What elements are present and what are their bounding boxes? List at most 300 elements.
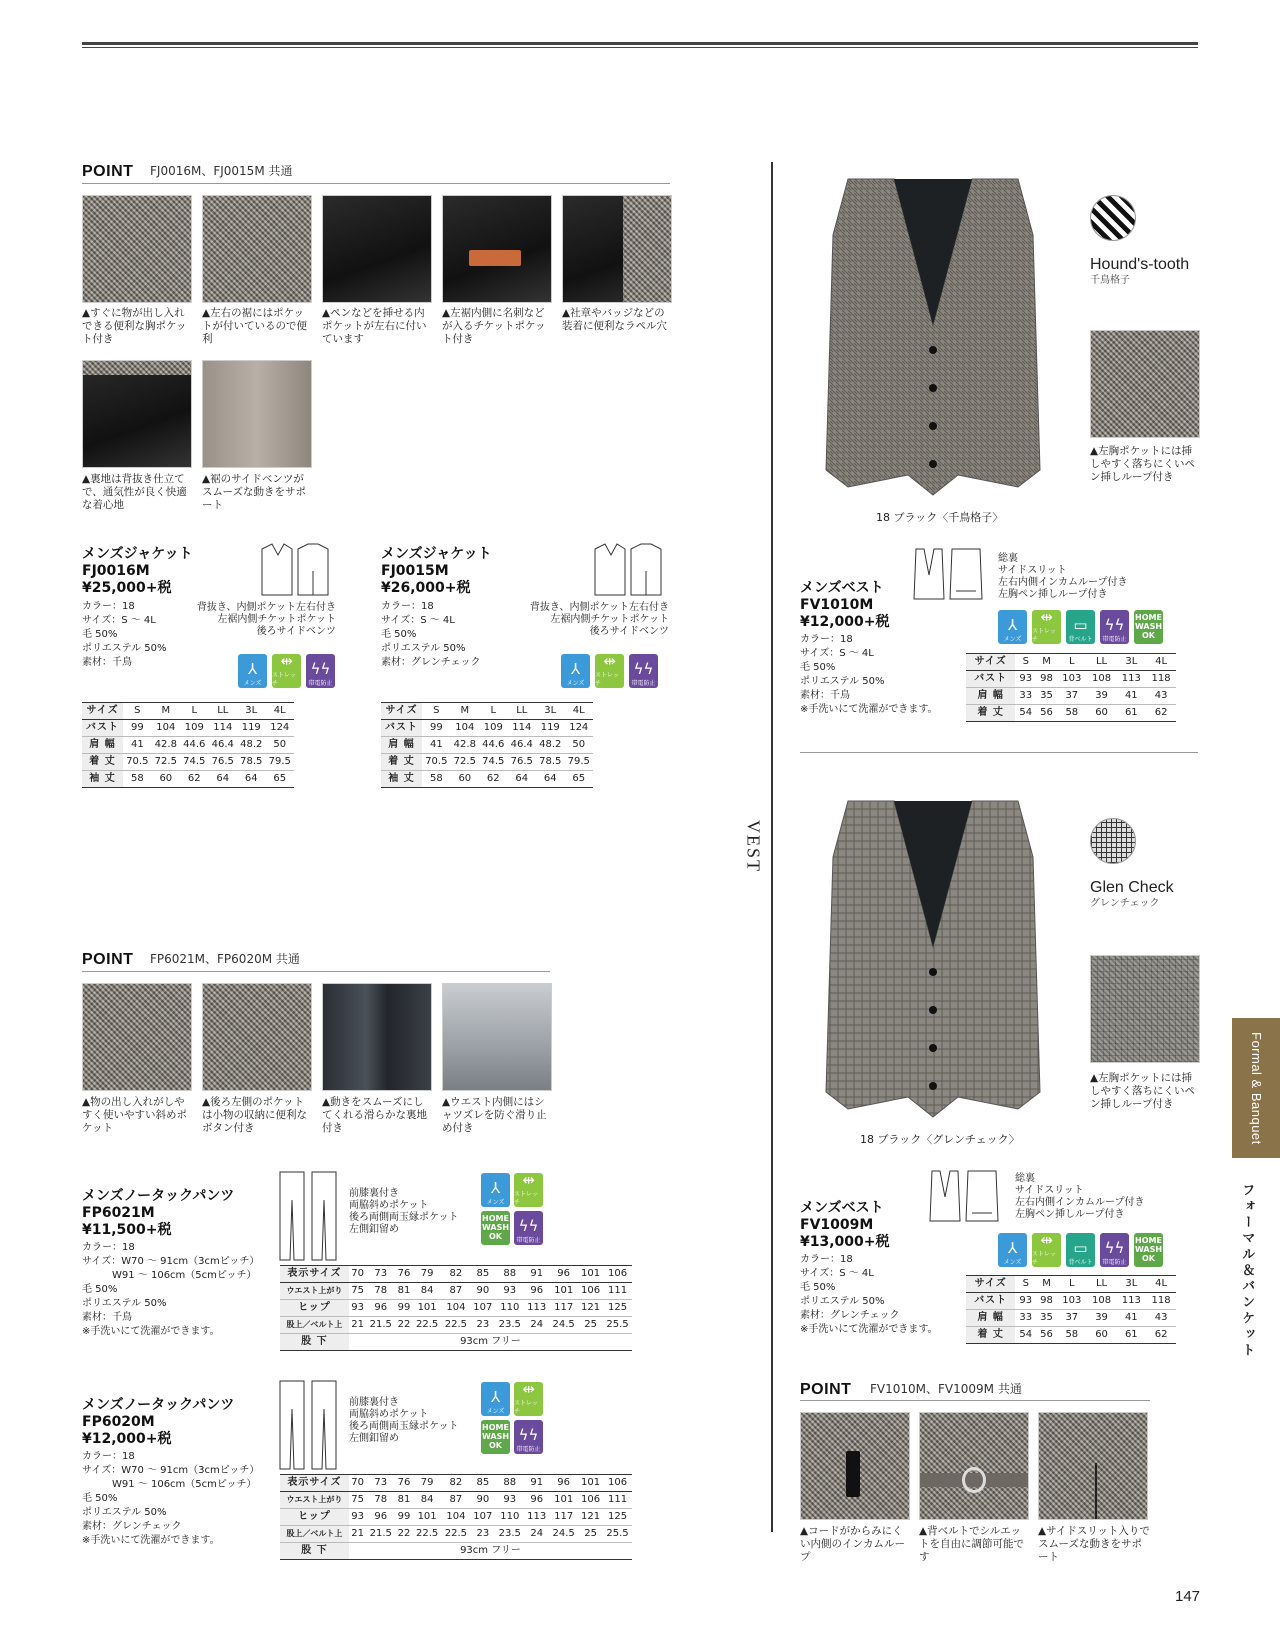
pants2-spec: 毛 50% <box>82 1493 118 1504</box>
detail-photo-side-slit <box>1038 1412 1148 1520</box>
cell: 33 <box>1015 1310 1036 1327</box>
vest2-code: FV1009M <box>800 1217 874 1233</box>
business-card-icon <box>469 250 521 266</box>
pants2-flat-drawing <box>278 1379 340 1471</box>
vest2-features <box>1015 1173 1145 1221</box>
vest2-spec: 毛 50% <box>800 1282 836 1293</box>
vest-separator <box>800 752 1198 753</box>
category-tab[interactable] <box>1232 1018 1280 1158</box>
pants2-feature: 前膝裏付き <box>349 1397 399 1408</box>
pants-point-title: POINT <box>82 951 134 968</box>
cell: 96 <box>366 1300 395 1317</box>
cell: 93cm フリー <box>349 1543 632 1560</box>
vest2-feature: 総裏 <box>1015 1173 1035 1184</box>
vest2-block <box>800 1200 938 1337</box>
tie-icon: ⅄ メンズ <box>998 610 1027 644</box>
antistatic-icon: ϟϟ 帯電防止 <box>306 654 335 688</box>
cell: 78.5 <box>237 754 265 771</box>
size-col: 73 <box>366 1266 395 1283</box>
size-col: LL <box>209 703 237 720</box>
vest2-detail-pen-loop <box>1090 955 1200 1063</box>
tie-icon: ⅄ メンズ <box>561 654 590 688</box>
size-col: 106 <box>603 1266 632 1283</box>
home-wash-icon: HOME WASH OK <box>481 1420 510 1454</box>
cell: 98 <box>1036 1293 1057 1310</box>
vest2-spec: カラー：18 <box>800 1254 853 1265</box>
cell: 62 <box>1146 1327 1176 1344</box>
size-col: M <box>451 703 479 720</box>
size-col: 3L <box>1116 1276 1146 1293</box>
vest2-flat-drawing <box>928 1167 1000 1223</box>
cell: 70.5 <box>123 754 151 771</box>
pants-caption-1: ▲物の出し入れがしやすく使いやすい斜めポケット <box>82 1096 187 1134</box>
cell: 60 <box>152 771 180 788</box>
vest-caption-2: ▲背ベルトでシルエットを自由に調節可能です <box>919 1525 1024 1563</box>
cell: 74.5 <box>180 754 208 771</box>
pants-caption-4: ▲ウエスト内側にはシャツズレを防ぐ滑り止め付き <box>442 1096 547 1134</box>
vest1-spec: サイズ：S ～ 4L <box>800 648 874 659</box>
jacket1-feature: 左裾内側チケットポケット <box>217 614 336 625</box>
vest1-photo <box>818 175 1048 497</box>
pants1-spec: サイズ：W70 ～ 91cm（3cmピッチ） <box>82 1256 260 1267</box>
cell: 125 <box>603 1509 632 1526</box>
tie-icon: ⅄ メンズ <box>998 1233 1027 1267</box>
cell: 25.5 <box>603 1317 632 1334</box>
cell: 108 <box>1087 1293 1117 1310</box>
cell: 124 <box>266 720 295 737</box>
pants2-specs <box>82 1450 259 1548</box>
vest2-spec: サイズ：S ～ 4L <box>800 1268 874 1279</box>
cell: 81 <box>395 1492 413 1509</box>
row-label: ウエスト上がり <box>280 1492 349 1509</box>
vest1-detail-pen-loop <box>1090 330 1200 438</box>
category-tab-label: Formal & Banquet <box>1249 1031 1265 1145</box>
size-col: S <box>123 703 151 720</box>
jacket2-spec: サイズ：S ～ 4L <box>381 615 455 626</box>
cell: 75 <box>349 1492 367 1509</box>
cell: 22.5 <box>413 1526 442 1543</box>
cell: 22.5 <box>442 1317 471 1334</box>
vest1-spec: 毛 50% <box>800 662 836 673</box>
size-col: 4L <box>1146 654 1176 671</box>
cell: 117 <box>549 1300 578 1317</box>
size-col: S <box>1015 1276 1036 1293</box>
cell: 98 <box>1036 671 1057 688</box>
cell: 93 <box>349 1300 367 1317</box>
vest2-spec: ※手洗いにて洗濯ができます。 <box>800 1324 938 1335</box>
vest2-title: メンズベスト <box>800 1200 884 1216</box>
jacket2-features <box>523 602 669 638</box>
vest1-feature: 総裏 <box>998 553 1018 564</box>
jacket2-specs <box>381 600 492 670</box>
cell: 54 <box>1015 1327 1036 1344</box>
cell: 42.8 <box>152 737 180 754</box>
cell: 121 <box>578 1509 603 1526</box>
top-rule <box>82 42 1198 48</box>
cell: 56 <box>1036 1327 1057 1344</box>
jacket2-spec: 毛 50% <box>381 629 417 640</box>
vest2-feature: サイドスリット <box>1015 1185 1084 1196</box>
size-col: 79 <box>413 1475 442 1492</box>
size-col: L <box>1057 1276 1087 1293</box>
jacket2-spec: 素材：グレンチェック <box>381 657 481 668</box>
size-header: サイズ <box>381 703 422 720</box>
vest1-spec: ポリエステル 50% <box>800 676 885 687</box>
vest1-price: ¥12,000+税 <box>800 614 890 630</box>
detail-photo-incom-loop <box>800 1412 910 1520</box>
pants2-feature: 後ろ両側両玉縁ポケット <box>349 1421 459 1432</box>
cell: 23 <box>470 1526 495 1543</box>
detail-photo-slant-pocket <box>82 983 192 1091</box>
pants1-feature: 前膝裏付き <box>349 1188 399 1199</box>
cell: 78.5 <box>536 754 564 771</box>
detail-photo-back-belt <box>919 1412 1029 1520</box>
vest1-swatch-jp: 千鳥格子 <box>1090 275 1130 286</box>
pants1-price: ¥11,500+税 <box>82 1222 172 1238</box>
cell: 113 <box>524 1509 549 1526</box>
tie-icon: ⅄ メンズ <box>481 1173 510 1207</box>
cell: 101 <box>549 1492 578 1509</box>
cell: 46.4 <box>508 737 536 754</box>
pants-point-rule <box>82 971 550 972</box>
vest2-spec: 素材：グレンチェック <box>800 1310 900 1321</box>
cell: 48.2 <box>237 737 265 754</box>
cell: 101 <box>549 1283 578 1300</box>
cell: 43 <box>1146 1310 1176 1327</box>
row-label: 着 丈 <box>381 754 422 771</box>
cell: 93cm フリー <box>349 1334 632 1351</box>
cell: 113 <box>524 1300 549 1317</box>
size-col: 4L <box>266 703 295 720</box>
cell: 25 <box>578 1526 603 1543</box>
row-label: 肩 幅 <box>82 737 123 754</box>
size-header: 表示サイズ <box>280 1266 349 1283</box>
vest2-photo <box>818 797 1048 1119</box>
row-label: 着 丈 <box>966 1327 1015 1344</box>
cell: 87 <box>442 1492 471 1509</box>
vest1-feature: 左右内側インカムループ付き <box>998 577 1128 588</box>
cell: 118 <box>1146 671 1176 688</box>
cell: 42.8 <box>451 737 479 754</box>
cell: 21 <box>349 1317 367 1334</box>
cell: 79.5 <box>565 754 594 771</box>
pants2-feature: 両脇斜めポケット <box>349 1409 429 1420</box>
pants2-icons <box>481 1382 543 1454</box>
cell: 33 <box>1015 688 1036 705</box>
pants2-feature: 左側釦留め <box>349 1433 399 1444</box>
cell: 37 <box>1057 688 1087 705</box>
pants1-specs <box>82 1241 259 1339</box>
size-col: L <box>479 703 507 720</box>
size-col: 4L <box>565 703 594 720</box>
cell: 106 <box>578 1283 603 1300</box>
pants1-feature: 両脇斜めポケット <box>349 1200 429 1211</box>
jacket1-spec: ポリエステル 50% <box>82 643 167 654</box>
cell: 79.5 <box>266 754 295 771</box>
vest2-feature: 左胸ペン挿しループ付き <box>1015 1209 1125 1220</box>
jacket-caption-4: ▲左裾内側に名刺などが入るチケットポケット付き <box>442 307 546 345</box>
cell: 103 <box>1057 671 1087 688</box>
jacket-point-rule <box>82 183 670 184</box>
cell: 109 <box>180 720 208 737</box>
home-wash-icon: HOME WASH OK <box>481 1211 510 1245</box>
stretch-icon: ⇹ ストレッチ <box>1032 610 1061 644</box>
cell: 81 <box>395 1283 413 1300</box>
size-col: 101 <box>578 1475 603 1492</box>
row-label: バスト <box>966 671 1015 688</box>
size-col: 106 <box>603 1475 632 1492</box>
size-col: M <box>1036 1276 1057 1293</box>
jacket1-title: メンズジャケット <box>82 546 193 562</box>
vest2-swatch-name: Glen Check <box>1090 879 1174 896</box>
cell: 21.5 <box>366 1526 395 1543</box>
detail-photo-hem-pocket <box>202 195 312 303</box>
jacket1-size-table <box>82 702 294 788</box>
detail-photo-ticket-pocket <box>442 195 552 303</box>
cell: 104 <box>442 1509 471 1526</box>
jacket1-price: ¥25,000+税 <box>82 580 172 596</box>
size-col: 76 <box>395 1475 413 1492</box>
home-wash-icon: HOME WASH OK <box>1134 610 1163 644</box>
cell: 62 <box>479 771 507 788</box>
jacket1-icons <box>238 654 335 688</box>
size-col: M <box>152 703 180 720</box>
detail-photo-lapel-hole <box>562 195 672 303</box>
cell: 54 <box>1015 705 1036 722</box>
cell: 23.5 <box>495 1526 524 1543</box>
size-col: LL <box>508 703 536 720</box>
pants-caption-2: ▲後ろ左側のポケットは小物の収納に便利なボタン付き <box>202 1096 307 1134</box>
cell: 39 <box>1087 688 1117 705</box>
cell: 21.5 <box>366 1317 395 1334</box>
cell: 76.5 <box>508 754 536 771</box>
size-col: 79 <box>413 1266 442 1283</box>
cell: 107 <box>470 1300 495 1317</box>
cell: 104 <box>152 720 180 737</box>
cell: 93 <box>1015 1293 1036 1310</box>
jacket2-icons <box>561 654 658 688</box>
cell: 106 <box>578 1492 603 1509</box>
size-col: 82 <box>442 1266 471 1283</box>
cell: 37 <box>1057 1310 1087 1327</box>
row-label: バスト <box>966 1293 1015 1310</box>
detail-photo-waist-grip <box>442 983 552 1091</box>
pants1-code: FP6021M <box>82 1205 155 1221</box>
row-label: ヒップ <box>280 1509 349 1526</box>
cell: 50 <box>565 737 594 754</box>
cell: 41 <box>1116 688 1146 705</box>
cell: 39 <box>1087 1310 1117 1327</box>
size-header: サイズ <box>966 654 1015 671</box>
pants1-icons <box>481 1173 543 1245</box>
stretch-icon: ⇹ ストレッチ <box>514 1173 543 1207</box>
row-label: ウエスト上がり <box>280 1283 349 1300</box>
jacket-caption-5: ▲社章やバッジなどの装着に便利なラペル穴 <box>562 307 667 332</box>
size-col: 3L <box>237 703 265 720</box>
jacket1-code: FJ0016M <box>82 563 150 579</box>
cell: 119 <box>237 720 265 737</box>
cell: 117 <box>549 1509 578 1526</box>
cell: 111 <box>603 1283 632 1300</box>
pants2-spec: 素材：グレンチェック <box>82 1521 182 1532</box>
jacket1-spec: サイズ：S ～ 4L <box>82 615 156 626</box>
houndstooth-swatch <box>1090 195 1136 241</box>
cell: 93 <box>495 1492 524 1509</box>
size-header: サイズ <box>82 703 123 720</box>
jacket1-spec: 素材：千鳥 <box>82 657 132 668</box>
cell: 60 <box>1087 705 1117 722</box>
row-label: 肩 幅 <box>966 1310 1015 1327</box>
size-col: 101 <box>578 1266 603 1283</box>
jacket2-flat-drawing <box>591 541 663 597</box>
vest1-specs <box>800 633 938 717</box>
size-col: 88 <box>495 1475 524 1492</box>
cell: 21 <box>349 1526 367 1543</box>
pants2-size-table <box>280 1474 632 1560</box>
jacket2-code: FJ0015M <box>381 563 449 579</box>
cell: 75 <box>349 1283 367 1300</box>
cell: 24.5 <box>549 1526 578 1543</box>
cell: 119 <box>536 720 564 737</box>
pants1-spec: 毛 50% <box>82 1284 118 1295</box>
cell: 99 <box>123 720 151 737</box>
cell: 23.5 <box>495 1317 524 1334</box>
cell: 22.5 <box>442 1526 471 1543</box>
cell: 22.5 <box>413 1317 442 1334</box>
cell: 58 <box>1057 1327 1087 1344</box>
cell: 96 <box>524 1283 549 1300</box>
detail-photo-inner-pocket <box>322 195 432 303</box>
cell: 114 <box>508 720 536 737</box>
cell: 58 <box>123 771 151 788</box>
cell: 24.5 <box>549 1317 578 1334</box>
size-col: LL <box>1087 1276 1117 1293</box>
stretch-icon: ⇹ ストレッチ <box>1032 1233 1061 1267</box>
row-label: 股上／ベルト上 <box>280 1526 349 1543</box>
vest1-spec: ※手洗いにて洗濯ができます。 <box>800 704 938 715</box>
cell: 125 <box>603 1300 632 1317</box>
size-col: 88 <box>495 1266 524 1283</box>
detail-photo-back-pocket <box>202 983 312 1091</box>
cell: 78 <box>366 1492 395 1509</box>
size-col: 70 <box>349 1475 367 1492</box>
pants1-feature: 左側釦留め <box>349 1224 399 1235</box>
row-label: ヒップ <box>280 1300 349 1317</box>
cell: 101 <box>413 1509 442 1526</box>
cell: 121 <box>578 1300 603 1317</box>
vest-caption-3: ▲サイドスリット入りでスムーズな動きをサポート <box>1038 1525 1150 1563</box>
cell: 56 <box>1036 705 1057 722</box>
jacket-caption-1: ▲すぐに物が出し入れできる便利な胸ポケット付き <box>82 307 187 345</box>
size-col: 76 <box>395 1266 413 1283</box>
cell: 74.5 <box>479 754 507 771</box>
size-col: 73 <box>366 1475 395 1492</box>
antistatic-icon: ϟϟ 帯電防止 <box>629 654 658 688</box>
vest1-spec: 素材：千鳥 <box>800 690 850 701</box>
cell: 84 <box>413 1283 442 1300</box>
size-header: 表示サイズ <box>280 1475 349 1492</box>
row-label: バスト <box>82 720 123 737</box>
pants2-spec: ※手洗いにて洗濯ができます。 <box>82 1535 220 1546</box>
cell: 99 <box>395 1300 413 1317</box>
cell: 58 <box>422 771 450 788</box>
cell: 50 <box>266 737 295 754</box>
cell: 64 <box>209 771 237 788</box>
pants-caption-3: ▲動きをスムーズにしてくれる滑らかな裏地付き <box>322 1096 427 1134</box>
vest1-feature: サイドスリット <box>998 565 1067 576</box>
vest2-color-note: 18 ブラック〈グレンチェック〉 <box>860 1133 1020 1146</box>
cell: 96 <box>524 1492 549 1509</box>
pants1-features <box>349 1188 459 1236</box>
row-label: 股 下 <box>280 1334 349 1351</box>
antistatic-icon: ϟϟ 帯電防止 <box>1100 1233 1129 1267</box>
pants2-features <box>349 1397 459 1445</box>
cell: 24 <box>524 1526 549 1543</box>
cell: 64 <box>536 771 564 788</box>
cell: 62 <box>180 771 208 788</box>
cell: 99 <box>422 720 450 737</box>
jacket-point-title: POINT <box>82 163 134 180</box>
cell: 48.2 <box>536 737 564 754</box>
size-col: 4L <box>1146 1276 1176 1293</box>
cell: 23 <box>470 1317 495 1334</box>
pants2-title: メンズノータックパンツ <box>82 1397 235 1413</box>
vest1-title: メンズベスト <box>800 580 884 596</box>
pants1-feature: 後ろ両側両玉縁ポケット <box>349 1212 459 1223</box>
tie-icon: ⅄ メンズ <box>238 654 267 688</box>
pants2-spec: サイズ：W70 ～ 91cm（3cmピッチ） <box>82 1465 260 1476</box>
vest-caption-1: ▲コードがからみにくい内側のインカムループ <box>800 1525 905 1563</box>
vest-point-title: POINT <box>800 1381 852 1398</box>
page-number: 147 <box>1175 1588 1201 1605</box>
cell: 124 <box>565 720 594 737</box>
detail-photo-back-lining <box>82 360 192 468</box>
cell: 25 <box>578 1317 603 1334</box>
cell: 60 <box>451 771 479 788</box>
row-label: 袖 丈 <box>82 771 123 788</box>
antistatic-icon: ϟϟ 帯電防止 <box>1100 610 1129 644</box>
cell: 111 <box>603 1492 632 1509</box>
cell: 35 <box>1036 688 1057 705</box>
cell: 90 <box>470 1283 495 1300</box>
jacket1-feature: 背抜き、内側ポケット左右付き <box>196 602 336 613</box>
cell: 61 <box>1116 705 1146 722</box>
vest2-price: ¥13,000+税 <box>800 1234 890 1250</box>
antistatic-icon: ϟϟ 帯電防止 <box>514 1420 543 1454</box>
jacket-caption-7: ▲裾のサイドベンツがスムーズな動きをサポート <box>202 473 306 511</box>
pants2-block <box>82 1397 259 1548</box>
glencheck-swatch <box>1090 818 1136 864</box>
cell: 107 <box>470 1509 495 1526</box>
size-col: 3L <box>1116 654 1146 671</box>
jacket1-features <box>190 602 336 638</box>
size-col: S <box>422 703 450 720</box>
cell: 110 <box>495 1509 524 1526</box>
vest2-icons <box>998 1233 1163 1267</box>
cell: 62 <box>1146 705 1176 722</box>
jacket1-spec: 毛 50% <box>82 629 118 640</box>
detail-photo-lining <box>322 983 432 1091</box>
jacket1-flat-drawing <box>258 541 330 597</box>
cell: 60 <box>1087 1327 1117 1344</box>
row-label: 袖 丈 <box>381 771 422 788</box>
vest-point-subtitle: FV1010M、FV1009M 共通 <box>870 1382 1022 1396</box>
vest1-size-table <box>966 653 1176 722</box>
cell: 78 <box>366 1283 395 1300</box>
cell: 72.5 <box>451 754 479 771</box>
cell: 22 <box>395 1317 413 1334</box>
size-col: 91 <box>524 1475 549 1492</box>
